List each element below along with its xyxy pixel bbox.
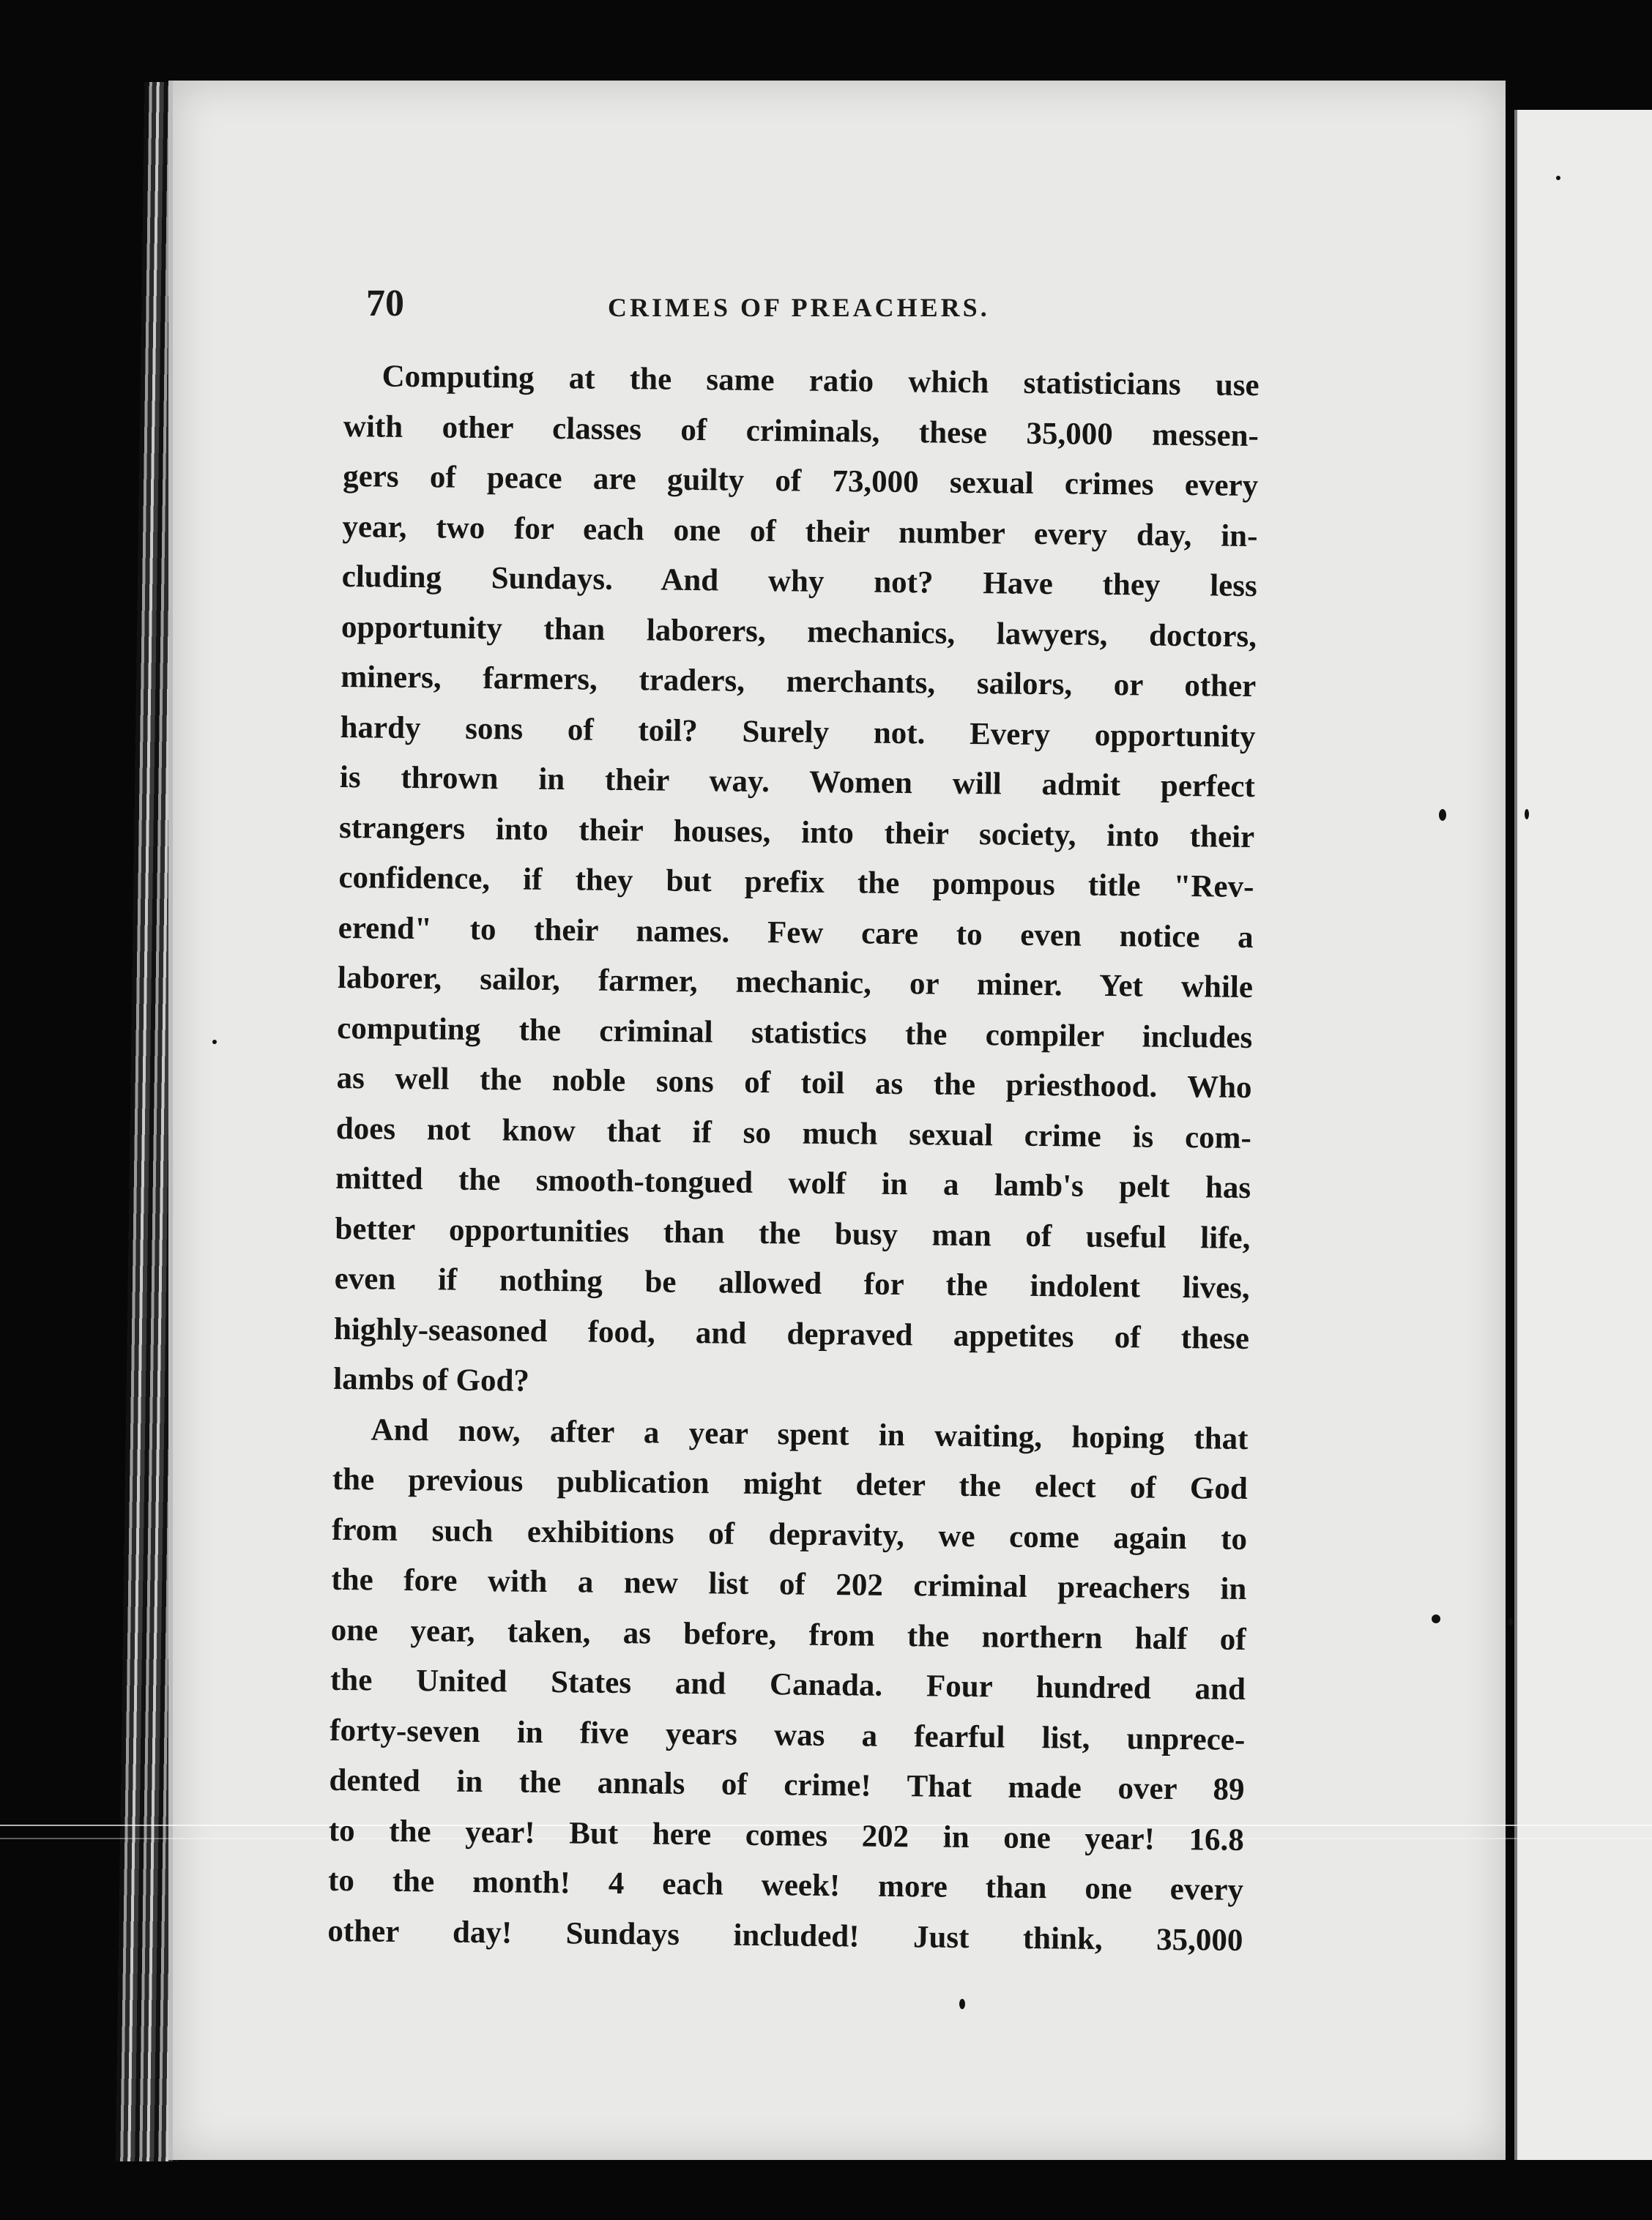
page-number: 70 (366, 283, 404, 324)
text-line: does not know that if so much sexual crime is com- (335, 1111, 1252, 1155)
text-line: year, two for each one of their number every day, in- (342, 509, 1258, 554)
text-line: lambs of God? (333, 1361, 530, 1398)
text-line: hardy sons of toil? Surely not. Every opportunity (340, 709, 1256, 754)
text-line: one year, taken, as before, from the northern half of (330, 1612, 1246, 1657)
text-line: from such exhibitions of depravity, we come again to (331, 1512, 1248, 1557)
text-line: the previous publication might deter the elect of God (332, 1461, 1249, 1507)
text-line: And now, after a year spent in waiting, hoping that (371, 1412, 1249, 1456)
text-line: opportunity than laborers, mechanics, lawyers, doctors, (341, 609, 1257, 654)
text-line: with other classes of criminals, these 35,000 messen- (343, 409, 1260, 453)
text-line: even if nothing be allowed for the indolent lives, (334, 1261, 1250, 1306)
text-line: is thrown in their way. Women will admit perfect (339, 759, 1256, 805)
text-line: highly-seasoned food, and depraved appetites of these (333, 1311, 1250, 1356)
text-line: mitted the smooth-tongued wolf in a lamb's pelt has (335, 1161, 1251, 1206)
text-line: gers of peace are guilty of 73,000 sexual crimes every (342, 458, 1259, 504)
text-line: forty-seven in five years was a fearful list, unprece- (330, 1713, 1246, 1757)
text-line: as well the noble sons of toil as the priesthood. Who (336, 1060, 1252, 1106)
text-line: cluding Sundays. And why not? Have they less (341, 559, 1257, 604)
adjacent-page-edge (1514, 110, 1652, 2160)
text-line: laborer, sailor, farmer, mechanic, or miner. Yet while (337, 960, 1254, 1005)
text-line: strangers into their houses, into their society, into their (338, 810, 1255, 854)
text-line: Computing at the same ratio which statisticians use (382, 359, 1260, 403)
text-line: dented in the annals of crime! That made over 89 (329, 1762, 1245, 1807)
text-line: to the month! 4 each week! more than one every (327, 1863, 1244, 1907)
text-line: miners, farmers, traders, merchants, sailors, or other (341, 659, 1257, 704)
text-line: the fore with a new list of 202 criminal preachers in (331, 1562, 1247, 1606)
text-line: computing the criminal statistics the compiler includes (337, 1010, 1253, 1055)
text-line: better opportunities than the busy man of useful life, (335, 1211, 1251, 1256)
running-head: CRIMES OF PREACHERS. (608, 293, 990, 322)
text-line: other day! Sundays included! Just think, 35,000 (327, 1913, 1243, 1958)
text-line: confidence, if they but prefix the pompous title "Rev- (338, 860, 1254, 905)
text-line: to the year! But here comes 202 in one year! 16.8 (328, 1813, 1245, 1858)
text-line: the United States and Canada. Four hundred and (330, 1662, 1246, 1707)
text-line: erend" to their names. Few care to even notice a (338, 910, 1254, 955)
body-text (327, 351, 1260, 1966)
page-header (366, 282, 1281, 326)
